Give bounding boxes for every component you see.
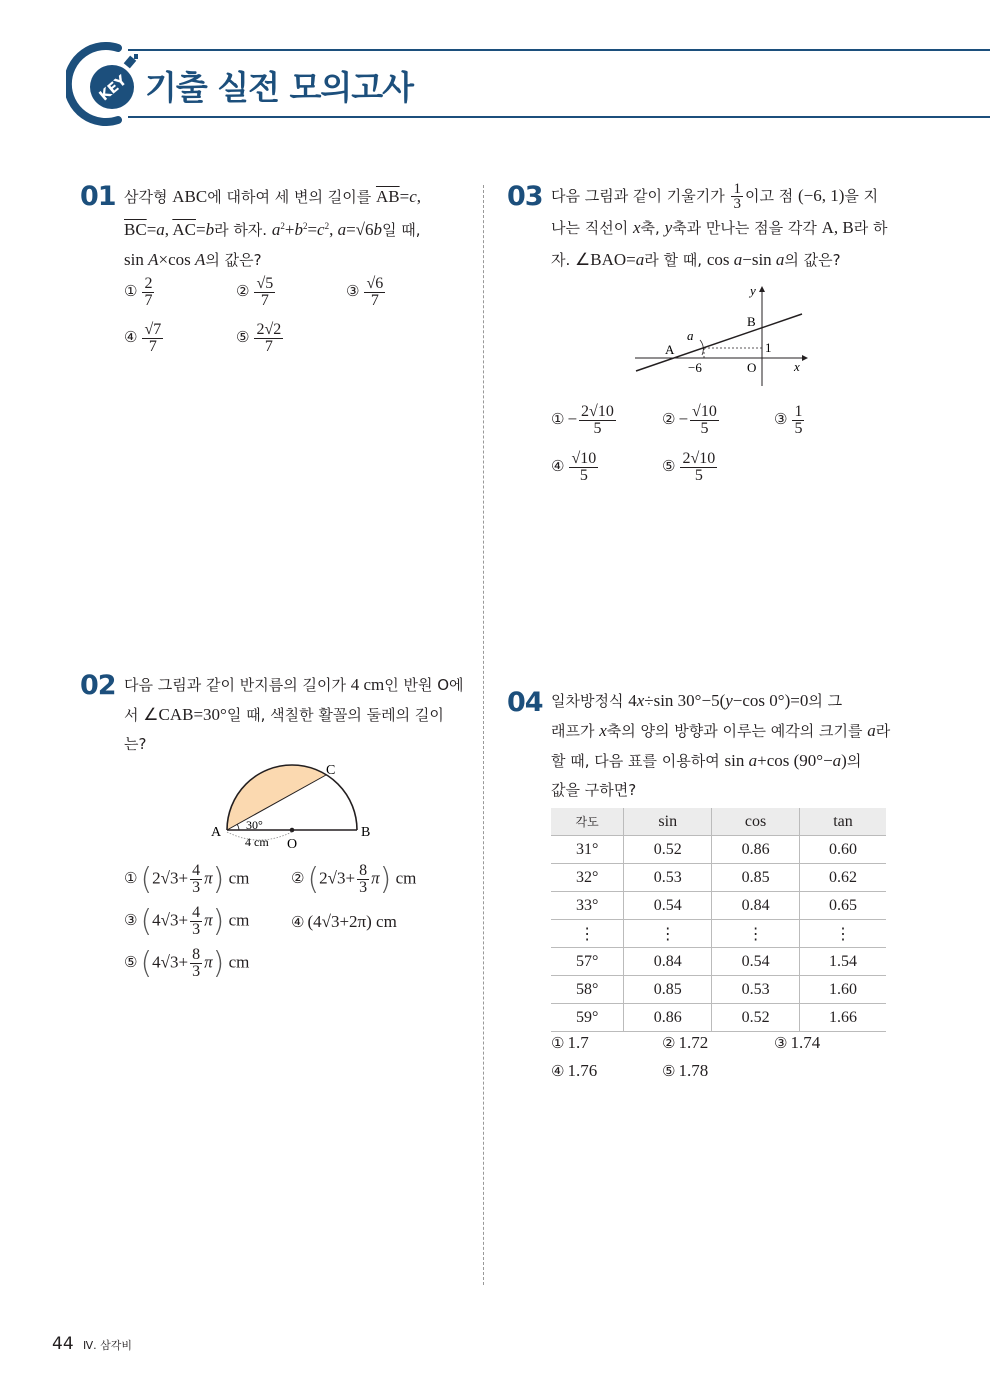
answer-choice-5[interactable] <box>662 1061 708 1081</box>
math: ∠CAB=30° <box>143 705 227 724</box>
expression: 2√3+ <box>319 868 356 888</box>
math: cos <box>706 250 734 269</box>
answer-choice-4[interactable] <box>291 912 397 932</box>
table-cell: 57° <box>551 948 624 976</box>
choice-number: ① <box>551 410 565 429</box>
numerator: 2 <box>144 275 153 292</box>
table-cell: 0.65 <box>800 892 886 920</box>
left-paren: ( <box>140 904 153 939</box>
math: =√6 <box>346 220 374 239</box>
q04-line-1 <box>551 686 891 716</box>
coordinate-graph-figure <box>630 282 820 387</box>
numerator: √10 <box>692 403 717 420</box>
question-number: 03 <box>507 181 543 212</box>
text: 을 지 <box>844 187 879 205</box>
fraction <box>731 182 743 211</box>
numerator: 8 <box>359 862 368 879</box>
text: 일 때, <box>382 221 421 239</box>
math: + <box>284 220 295 239</box>
numerator: 4 <box>192 904 201 921</box>
pi: π <box>371 868 380 888</box>
label-radius: 4 cm <box>245 835 269 849</box>
text: 일차방정식 <box>551 692 629 710</box>
denominator: 3 <box>733 196 741 212</box>
x-label: x <box>794 359 800 374</box>
math-var: b <box>373 220 382 239</box>
math-var: x <box>599 721 607 740</box>
question-02-text <box>124 670 469 759</box>
point-b-label: B <box>747 314 756 329</box>
denominator: 7 <box>264 338 273 355</box>
math: ABC <box>172 187 208 206</box>
answer-choice-4[interactable] <box>124 322 165 355</box>
page-title: 기출 실전 모의고사 <box>145 68 414 107</box>
numerator: 2√10 <box>581 403 614 420</box>
header-tan: tan <box>800 808 886 836</box>
text: 의 그 <box>808 692 843 710</box>
left-paren: ( <box>140 946 153 981</box>
denominator: 5 <box>700 420 709 437</box>
fraction <box>364 276 385 309</box>
math: ÷sin 30°−5( <box>644 691 726 710</box>
text: 축과 만나는 점을 각각 <box>672 219 822 237</box>
text: 나는 직선이 <box>551 219 633 237</box>
header-cos: cos <box>712 808 800 836</box>
pi: π <box>204 868 213 888</box>
header-top-rule <box>128 49 990 51</box>
pi: π <box>204 910 213 930</box>
choice-number: ④ <box>124 328 138 347</box>
numerator: 1 <box>733 181 741 197</box>
label-a: A <box>211 825 222 840</box>
math: , <box>164 220 173 239</box>
expression: (4√3+2π) cm <box>307 912 397 931</box>
table-cell: 32° <box>551 864 624 892</box>
semicircle-figure <box>205 758 385 853</box>
table-cell: ⋮ <box>712 920 800 948</box>
fraction <box>569 451 598 484</box>
choice-number: ③ <box>124 911 138 930</box>
choice-number: ⑤ <box>662 1062 676 1080</box>
numerator: 8 <box>192 946 201 963</box>
math-var: b <box>205 220 215 239</box>
column-divider <box>483 185 484 1285</box>
table-cell: 0.85 <box>712 864 800 892</box>
answer-choice-2[interactable] <box>662 1033 708 1053</box>
question-04-text <box>551 686 891 805</box>
q04-line-4: 값을 구하면? <box>551 781 637 799</box>
math: = <box>307 220 318 239</box>
left-paren: ( <box>140 862 153 897</box>
text: 삼각형 <box>124 188 173 206</box>
numerator: √6 <box>366 275 384 292</box>
text: 일 때, 색칠한 활꼴의 둘레의 길이 <box>226 706 444 724</box>
question-number: 02 <box>80 670 116 701</box>
math-exp: 2 <box>280 221 285 231</box>
text: 라 <box>875 722 891 740</box>
choice-value: 1.76 <box>567 1061 598 1080</box>
sign: − <box>567 409 578 429</box>
expression: 2√3+ <box>152 868 189 888</box>
answer-choice-5[interactable] <box>662 451 719 484</box>
table-cell: 1.54 <box>800 948 886 976</box>
expression: 4√3+ <box>152 910 189 930</box>
math: = <box>146 220 157 239</box>
page-number: 44 <box>52 1334 74 1354</box>
table-cell: 1.60 <box>800 976 886 1004</box>
math-var: y <box>664 218 673 237</box>
choice-number: ③ <box>346 282 360 301</box>
math: 4 cm <box>350 675 385 694</box>
q01-line-1 <box>124 182 464 212</box>
point-a-label: A <box>665 342 675 357</box>
math: sin <box>724 751 749 770</box>
unit: cm <box>228 868 250 888</box>
table-cell: 0.86 <box>624 1004 712 1032</box>
fraction <box>190 863 202 896</box>
answer-choice-2[interactable] <box>236 276 277 309</box>
text: 라 하자. <box>214 221 272 239</box>
text: 에 대하여 세 변의 길이를 <box>207 188 376 206</box>
header-angle: 각도 <box>551 808 624 836</box>
numerator: √5 <box>256 275 274 292</box>
q04-line-3 <box>551 746 891 776</box>
table-row <box>551 1004 886 1032</box>
text: 축, <box>640 219 665 237</box>
question-01-text <box>124 182 464 275</box>
table-cell: 0.84 <box>712 892 800 920</box>
choice-value: 1.72 <box>678 1033 709 1052</box>
math-var: a <box>635 250 645 269</box>
table-cell: 0.53 <box>712 976 800 1004</box>
q03-line-3 <box>551 244 891 276</box>
label-1: 1 <box>765 340 772 355</box>
fraction <box>680 451 717 484</box>
answer-choice-3[interactable] <box>774 1033 820 1053</box>
key-logo-text: KEY <box>96 72 131 105</box>
answer-choice-1[interactable] <box>551 404 618 437</box>
fraction <box>190 947 202 980</box>
numerator: 1 <box>794 403 803 420</box>
choice-number: ② <box>236 282 250 301</box>
math: = <box>195 220 206 239</box>
math: ) <box>841 751 847 770</box>
right-paren: ) <box>212 946 225 981</box>
math-var: A <box>148 250 159 269</box>
denominator: 7 <box>260 292 269 309</box>
table-cell: ⋮ <box>551 920 624 948</box>
label-o: O <box>287 837 298 852</box>
answer-choice-4[interactable] <box>551 1061 597 1081</box>
math: = <box>399 187 410 206</box>
math-segment: $\overline{AB}$ <box>375 187 400 206</box>
numerator: √7 <box>144 321 162 338</box>
math: (−6, 1) <box>797 186 845 205</box>
pi: π <box>204 952 213 972</box>
choice-number: ② <box>291 869 305 888</box>
math: A, B <box>821 218 854 237</box>
table-cell: 0.54 <box>624 892 712 920</box>
key-logo-icon <box>66 42 156 126</box>
text: 축의 양의 방향과 이루는 예각의 크기를 <box>606 722 868 740</box>
text: 다음 그림과 같이 기울기가 <box>551 187 730 205</box>
math-segment: $\overline{AC}$ <box>172 220 196 239</box>
table-cell: 59° <box>551 1004 624 1032</box>
fraction <box>792 404 804 437</box>
x-axis-arrow <box>802 355 808 361</box>
header-sin: sin <box>624 808 712 836</box>
label-c: C <box>326 763 336 778</box>
table-row <box>551 976 886 1004</box>
denominator: 7 <box>370 292 379 309</box>
label-angle: 30° <box>246 818 263 832</box>
choice-value: 1.7 <box>567 1033 589 1052</box>
text: 인 반원 O에 <box>384 676 464 694</box>
math-var: a <box>271 220 281 239</box>
math-var: a <box>832 751 842 770</box>
fraction <box>142 322 163 355</box>
numerator: 2√10 <box>682 450 716 467</box>
unit: cm <box>228 910 250 930</box>
q02-line-3: 는? <box>124 735 147 753</box>
fraction <box>142 276 154 309</box>
text: 의 <box>846 752 862 770</box>
question-03-text <box>551 180 891 276</box>
y-label: y <box>750 283 756 298</box>
center-o-dot <box>290 828 295 833</box>
fraction <box>254 322 283 355</box>
fraction <box>254 276 275 309</box>
numerator: 4 <box>192 862 201 879</box>
table-row <box>551 892 886 920</box>
answer-choice-5[interactable] <box>236 322 285 355</box>
fraction <box>190 905 202 938</box>
left-paren: ( <box>307 862 320 897</box>
table-row <box>551 920 886 948</box>
table-cell: 0.52 <box>624 836 712 864</box>
denominator: 5 <box>579 467 588 484</box>
math-var: y <box>725 691 733 710</box>
table-cell: 1.66 <box>800 1004 886 1032</box>
y-axis-arrow <box>759 286 765 292</box>
unit: cm <box>228 952 250 972</box>
math-var: a <box>867 721 876 740</box>
math: sin <box>124 250 149 269</box>
choice-value: 1.74 <box>790 1033 821 1052</box>
q02-line-2 <box>124 700 469 730</box>
right-paren: ) <box>379 862 392 897</box>
table-cell: ⋮ <box>800 920 886 948</box>
math-segment: $\overline{BC}$ <box>124 220 147 239</box>
sign: − <box>678 409 689 429</box>
text: 래프가 <box>551 722 600 740</box>
line-ab <box>636 314 802 371</box>
choice-number: ① <box>124 869 138 888</box>
answer-choice-2[interactable] <box>291 862 416 897</box>
answer-choice-5[interactable] <box>124 946 249 981</box>
table-cell: 0.86 <box>712 836 800 864</box>
math: −cos 0°)=0 <box>732 691 809 710</box>
q04-line-2 <box>551 716 891 746</box>
math-var: a <box>775 250 785 269</box>
choice-number: ⑤ <box>236 328 250 347</box>
math: +cos (90°− <box>757 751 833 770</box>
question-number: 01 <box>80 181 116 212</box>
math-var: a <box>733 250 743 269</box>
choice-number: ④ <box>551 1062 565 1080</box>
denominator: 3 <box>192 963 201 980</box>
table-cell: 0.62 <box>800 864 886 892</box>
table-row <box>551 836 886 864</box>
choice-number: ① <box>124 282 138 301</box>
choice-number: ① <box>551 1034 565 1052</box>
text: 할 때, 다음 표를 이용하여 <box>551 752 725 770</box>
table-cell: 0.52 <box>712 1004 800 1032</box>
angle-a-label: a <box>687 328 694 343</box>
shaded-segment <box>227 765 326 830</box>
math-var: a <box>748 751 758 770</box>
denominator: 7 <box>144 292 153 309</box>
math-var: b <box>294 220 303 239</box>
fraction <box>579 404 616 437</box>
angle-arc <box>237 824 239 830</box>
choice-number: ④ <box>291 913 305 931</box>
table-cell: 0.60 <box>800 836 886 864</box>
choice-number: ② <box>662 1034 676 1052</box>
numerator: 2√2 <box>256 321 282 338</box>
math-var: x <box>633 218 641 237</box>
q03-line-2 <box>551 212 891 244</box>
denominator: 5 <box>694 467 703 484</box>
table-row <box>551 864 886 892</box>
choice-number: ⑤ <box>124 953 138 972</box>
answer-choice-1[interactable] <box>124 276 156 309</box>
table-cell: 0.53 <box>624 864 712 892</box>
math: , <box>416 187 421 206</box>
question-number: 04 <box>507 687 543 718</box>
trig-table <box>551 808 886 1032</box>
text: 서 <box>124 706 144 724</box>
math: −sin <box>742 250 776 269</box>
math: 4 <box>628 691 637 710</box>
right-paren: ) <box>212 904 225 939</box>
table-header-row <box>551 808 886 836</box>
text: 의 값은? <box>205 251 262 269</box>
choice-number: ④ <box>551 457 565 476</box>
choice-number: ② <box>662 410 676 429</box>
answer-choice-3[interactable] <box>774 404 806 437</box>
q01-line-3 <box>124 245 464 275</box>
table-row <box>551 948 886 976</box>
table-cell: 58° <box>551 976 624 1004</box>
answer-choice-4[interactable] <box>551 451 600 484</box>
unit: cm <box>395 868 417 888</box>
label-b: B <box>361 825 371 840</box>
denominator: 5 <box>794 420 803 437</box>
answer-choice-3[interactable] <box>346 276 387 309</box>
chapter-label: Ⅳ. 삼각비 <box>83 1339 133 1352</box>
q03-line-1 <box>551 180 891 212</box>
math-var: c <box>317 220 325 239</box>
table-cell: 0.85 <box>624 976 712 1004</box>
fraction <box>690 404 719 437</box>
origin-label: O <box>747 360 757 375</box>
choice-number: ③ <box>774 1034 788 1052</box>
denominator: 7 <box>148 338 157 355</box>
text: 의 값은? <box>784 251 841 269</box>
choice-value: 1.78 <box>678 1061 709 1080</box>
denominator: 5 <box>593 420 602 437</box>
table-cell: ⋮ <box>624 920 712 948</box>
expression: 4√3+ <box>152 952 189 972</box>
text: 자. <box>551 251 576 269</box>
math-exp: 2 <box>324 221 330 231</box>
denominator: 3 <box>192 921 201 938</box>
math: , <box>329 220 338 239</box>
q01-line-2 <box>124 212 464 245</box>
denominator: 3 <box>359 879 368 896</box>
header-bottom-rule <box>128 116 990 118</box>
math-var: A <box>194 250 206 269</box>
text: 라 하 <box>853 219 888 237</box>
right-paren: ) <box>212 862 225 897</box>
text: 라 할 때, <box>644 251 707 269</box>
math-exp: 2 <box>302 221 308 231</box>
math-var: a <box>156 220 165 239</box>
answer-choice-3[interactable] <box>124 904 249 939</box>
math-var: x <box>636 691 645 710</box>
text: 이고 점 <box>744 187 798 205</box>
table-cell: 31° <box>551 836 624 864</box>
math-var: a <box>337 220 347 239</box>
math: ×cos <box>158 250 195 269</box>
choice-number: ⑤ <box>662 457 676 476</box>
answer-choice-2[interactable] <box>662 404 721 437</box>
label-minus-6: −6 <box>688 360 702 375</box>
math: ∠BAO= <box>575 250 636 269</box>
denominator: 3 <box>192 879 201 896</box>
numerator: √10 <box>571 450 597 467</box>
table-cell: 33° <box>551 892 624 920</box>
fraction <box>357 863 369 896</box>
answer-choice-1[interactable] <box>551 1033 589 1053</box>
table-cell: 0.54 <box>712 948 800 976</box>
answer-choice-1[interactable] <box>124 862 249 897</box>
choice-number: ③ <box>774 410 788 429</box>
table-cell: 0.84 <box>624 948 712 976</box>
q02-line-1 <box>124 670 469 700</box>
math-var: c <box>409 187 417 206</box>
text: 다음 그림과 같이 반지름의 길이가 <box>124 676 351 694</box>
